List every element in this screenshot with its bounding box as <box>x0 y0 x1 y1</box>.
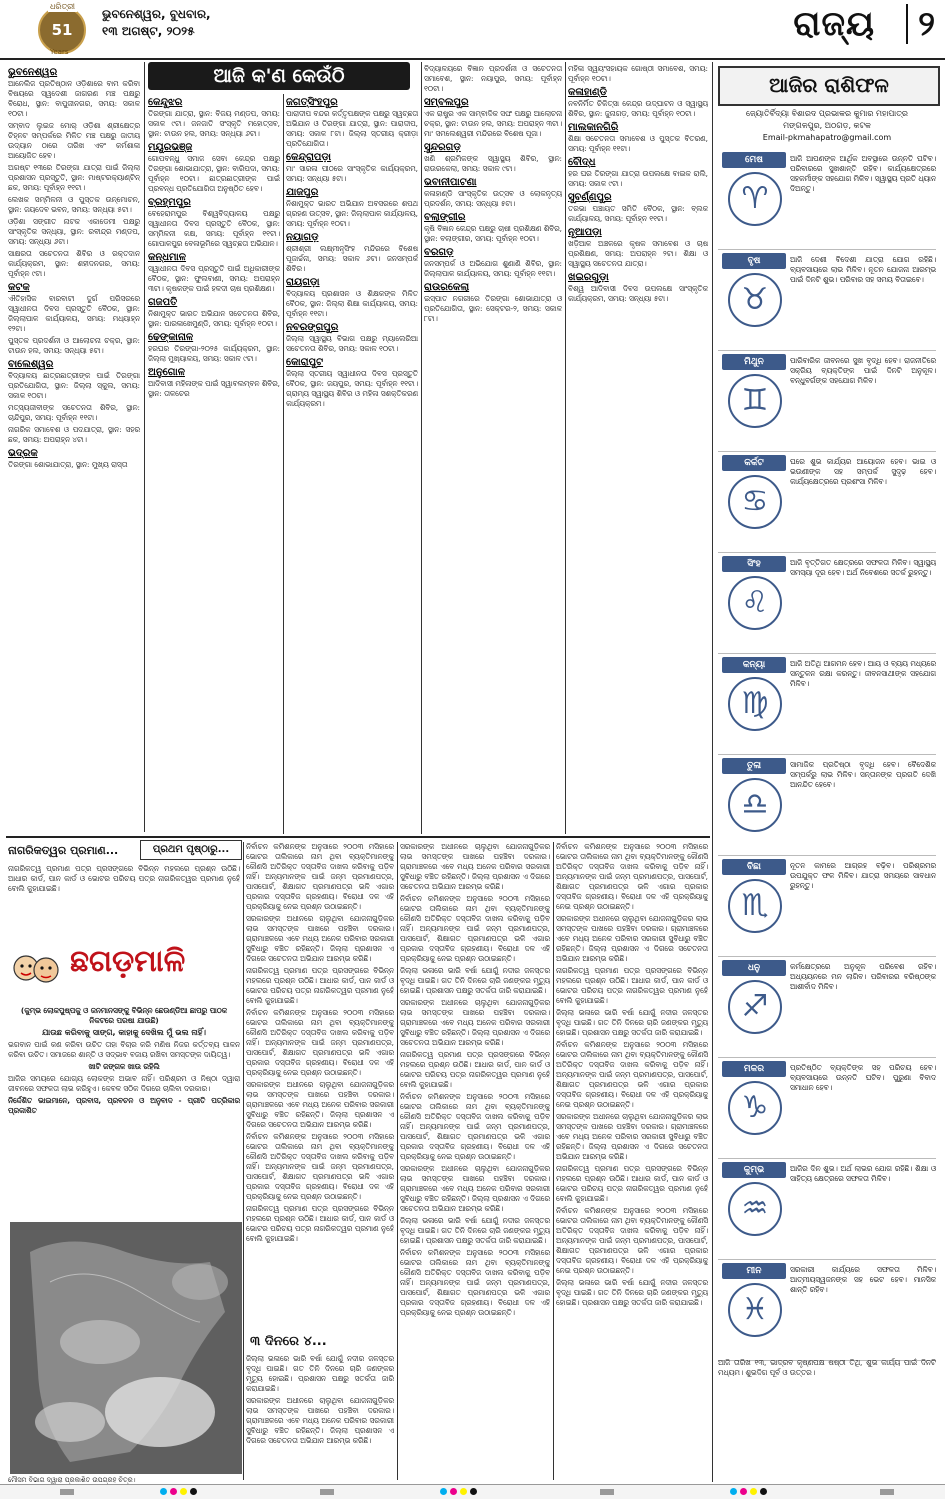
column-bhubaneswar <box>8 64 140 854</box>
article-text: ଜିଲ୍ଲା ଭଳାରେ ଭାରି ବର୍ଷା ଯୋଗୁଁ ନଦୀର ଜଳସ୍ତର ବୃଦ୍ଧି ପାଇଛି। ଗତ ତିନି ଦିନରେ ଚାରି ଜଣଙ୍କର ମୃତ୍ୟୁ ହୋଇଛି। ପ୍ରଶାସନ ପକ୍ଷରୁ ସତର୍କତା ଜାରି କରାଯାଇଛି। <box>246 1354 394 1393</box>
city-heading: ଯାଜପୁର <box>286 187 319 198</box>
column-four <box>424 64 562 814</box>
event-item: ନବନିର୍ମିତ ଚିକିତ୍ସା କେନ୍ଦ୍ର ଉଦ୍‌ଘାଟନ ଓ ସ୍ୱାସ୍ଥ୍ୟ ଶିବିର, ସ୍ଥାନ: ଜୁନାଗଡ଼, ସମୟ: ପୂର୍ବାହ୍ନ ୧୦ଟା। <box>568 99 708 118</box>
event-item: ମା' ସାରଳା ପୀଠରେ ସାଂସ୍କୃତିକ କାର୍ଯ୍ୟକ୍ରମ, ସମୟ: ସନ୍ଧ୍ୟା ୫ଟା। <box>286 164 418 183</box>
cyan-dot-icon <box>160 1488 167 1495</box>
rashi-item <box>718 758 936 853</box>
event-item: ଇସ୍ପାତ ନଗରୀରେ ତିରଙ୍ଗା ଶୋଭାଯାତ୍ରା ଓ ପ୍ରତିଯୋଗିତା, ସ୍ଥାନ: ସେକ୍ଟର-୨, ସମୟ: ସକାଳ ୮ଟା। <box>424 294 562 323</box>
rashi-prediction: ଆଜି ଆପଣଙ୍କ ଆର୍ଥିକ ଅବସ୍ଥାରେ ଉନ୍ନତି ଘଟିବ। ପରିବାରରେ ସୁଖଶାନ୍ତି ରହିବ। କାର୍ଯ୍ୟକ୍ଷେତ୍ରରେ ସହକର୍ମୀଙ୍କ ସହଯୋଗ ମିଳିବ। ସ୍ୱାସ୍ଥ୍ୟ ପ୍ରତି ଧ୍ୟାନ ଦିଅନ୍ତୁ। <box>790 154 936 193</box>
rashi-item <box>718 354 936 449</box>
city-heading: ନୂଆପଡ଼ା <box>568 227 602 238</box>
event-item: ହର ଘର ତିରଙ୍ଗା ଯାତ୍ରା ଉପଲକ୍ଷେ ବାଇକ ରାଲି, ସମୟ: ସକାଳ ୯ଟା। <box>568 169 708 188</box>
rashi-name: ମୀନ <box>722 1263 786 1279</box>
event-item: ମହିଳା ସ୍ୱୟଂସହାୟକ ଗୋଷ୍ଠୀ ସମାବେଶ, ସମୟ: ପୂର୍ବାହ୍ନ ୧୦ଟା। <box>568 64 708 83</box>
zodiac-sign-icon: ♊ <box>728 374 782 428</box>
black-dot-icon <box>760 1488 767 1495</box>
issue-date: ୧୩ ଅଗଷ୍ଟ, ୨୦୨୫ <box>102 24 195 38</box>
article-column-c <box>556 842 708 1478</box>
panchanga <box>718 1358 936 1476</box>
article-column-b <box>400 842 550 1478</box>
chhaga-credit: ନିର୍ଦ୍ଦେଶିତ ଭାଇମାନେ, ପ୍ରବାସ, ପ୍ରବଚନ ଓ ଅନୁବାଦ - ପ୍ରୀତି ପତ୍ରିକାର ପ୍ରକାଶିତ <box>8 1096 240 1115</box>
zodiac-sign-icon: ♋ <box>728 475 782 529</box>
rashi-prediction: ଆଜି ବୃତ୍ତିଗତ କ୍ଷେତ୍ରରେ ସଫଳତା ମିଳିବ। ସ୍ୱାସ୍ଥ୍ୟ ସମସ୍ୟା ଦୂର ହେବ। ଅର୍ଥ ନିବେଶରେ ସତର୍କ ରୁହନ୍ତୁ। <box>790 558 936 577</box>
article-text: ନିର୍ବାଚନ କମିଶନଙ୍କ ଅନୁସାରେ ୨୦୦୩ ମସିହାରେ ଭୋଟର ତାଲିକାରେ ନାମ ଥିବା ବ୍ୟକ୍ତିମାନଙ୍କୁ କୌଣସି ଅତିରିକ୍ତ ଦସ୍ତାବିଜ ଦାଖଲ କରିବାକୁ ପଡ଼ିବ ନାହିଁ। ଅନ୍ୟମାନଙ୍କ ପାଇଁ ଜନ୍ମ ପ୍ରମାଣପତ୍ର, ପାସପୋର୍ଟ, ଶିକ୍ଷାଗତ ପ୍ରମାଣପତ୍ର ଭଳି ଏଗାର ପ୍ରକାର ଦସ୍ତାବିଜ ଗ୍ରହଣୀୟ। ବିରୋଧୀ ଦଳ ଏହି ପ୍ରକ୍ରିୟାକୁ ନେଇ ପ୍ରଶ୍ନ ଉଠାଇଛନ୍ତି। <box>400 1248 550 1317</box>
city-heading: ମାଲକାନଗିରି <box>568 122 619 133</box>
rashi-prediction: ସରକାରୀ କାର୍ଯ୍ୟରେ ସଫଳତା ମିଳିବ। ଆତ୍ମୀୟସ୍ୱଜନଙ୍କ ସହ ଭେଟ ହେବ। ମାନସିକ ଶାନ୍ତି ରହିବ। <box>790 1265 936 1294</box>
rashifala-title: ଆଜିର ରାଶିଫଳ <box>718 66 940 106</box>
event-item: ବିଦ୍ୟାଳୟରେ ବିଜ୍ଞାନ ପ୍ରଦର୍ଶନୀ ଓ ସଚେତନତା ସମାବେଶ, ସ୍ଥାନ: ନୟାପୁର, ସମୟ: ପୂର୍ବାହ୍ନ ୧୦ଟା। <box>424 64 562 93</box>
chhaga-text-2: ଆଜିର ସମୟରେ ଯୋଗ୍ୟ ଲୋକଙ୍କ ଅଭାବ ନାହିଁ। ପରିଶ୍ରମ ଓ ନିଷ୍ଠା ଦ୍ୱାରା ଜୀବନରେ ସଫଳତା ଲାଭ କରିହୁଏ। କେବଳ ସଠିକ ଦିଗରେ ଚାଲିବା ଦରକାର। <box>8 1074 240 1093</box>
badge-title: ଧରିତ୍ରୀ <box>50 2 75 11</box>
rashi-prediction: ନୂତନ କାମରେ ଆଗ୍ରହ ବଢ଼ିବ। ପରିଶ୍ରମର ଉପଯୁକ୍ତ ଫଳ ମିଳିବ। ଯାତ୍ରା ସମୟରେ ସାବଧାନ ରୁହନ୍ତୁ। <box>790 861 936 890</box>
column-two <box>148 94 280 834</box>
city-heading: ଜଗତ୍‌ସିଂହପୁର <box>286 97 338 108</box>
article-text: ନାଗରିକତ୍ୱ ପ୍ରମାଣ ପତ୍ର ପ୍ରସଙ୍ଗରେ ବିଭିନ୍ନ ମହଲରେ ପ୍ରଶ୍ନ ଉଠିଛି। ଆଧାର କାର୍ଡ, ପାନ କାର୍ଡ ଓ ଭୋଟର ପରିଚୟ ପତ୍ର ନାଗରିକତ୍ୱର ପ୍ରମାଣ ନୁହେଁ ବୋଲି କୁହାଯାଇଛି। <box>246 1204 394 1243</box>
rashi-divider <box>718 1158 936 1159</box>
city-heading: ଗଜପତି <box>148 297 178 308</box>
city-heading: ନୟାଗଡ଼ <box>286 232 319 243</box>
cartoon-faces-icon <box>10 946 62 994</box>
section-title: ରାଜ୍ୟ <box>793 4 875 44</box>
badge-sub: Years <box>50 48 69 56</box>
anniversary-badge <box>30 4 92 54</box>
badge-number: 51 <box>51 21 73 39</box>
astrologer-name: ଜ୍ୟୋତିର୍ବିଦ୍ୟା ବିଶାରଦ ପ୍ରଭାକର କୁମାର ମହାପାତ୍ର <box>746 109 908 118</box>
yellow-dot-icon <box>460 1488 467 1495</box>
article-text: ନାଗରିକତ୍ୱ ପ୍ରମାଣ ପତ୍ର ପ୍ରସଙ୍ଗରେ ବିଭିନ୍ନ ମହଲରେ ପ୍ରଶ୍ନ ଉଠିଛି। ଆଧାର କାର୍ଡ, ପାନ କାର୍ଡ ଓ ଭୋଟର ପରିଚୟ ପତ୍ର ନାଗରିକତ୍ୱର ପ୍ରମାଣ ନୁହେଁ ବୋଲି କୁହାଯାଇଛି। <box>246 966 394 1005</box>
astrologer-address: ମଙ୍ଗଳପୁର, ଅଠଗଡ଼, କଟକ <box>783 121 871 130</box>
event-item: ଆନେଲିଜ ପ୍ରତିଷ୍ଠାନ ଓଡ଼ିଶାରେ ବାମ କରିବା ବିଷୟରେ ସ୍ୱଦେଶୀ ଜାଗରଣ ମଞ୍ଚ ପକ୍ଷରୁ ବିରୋଧ, ସ୍ଥାନ: ବାପୁଜୀନଗର, ସମୟ: ସକାଳ ୧୦ଟା। <box>8 79 140 118</box>
city-heading: କୋରାପୁଟ <box>286 357 324 368</box>
rashi-divider <box>718 653 936 654</box>
city-heading: ଭଦ୍ରକ <box>8 448 38 459</box>
event-item: ସ୍ୱାଧୀନତା ଦିବସ ପ୍ରସ୍ତୁତି ପାଇଁ ଅଧିକାରୀଙ୍କ ବୈଠକ, ସ୍ଥାନ: ଫୁଲବାଣୀ, ସମୟ: ଅପରାହ୍ନ ୩ଟା। କୃଷକଙ୍କ ପାଇଁ ହଳଦୀ ଚାଷ ପ୍ରଶିକ୍ଷଣ। <box>148 264 280 293</box>
rashi-divider <box>718 451 936 452</box>
article-text: ସରକାରଙ୍କ ଅଧୀନରେ ଚାଲୁଥିବା ଯୋଜନାଗୁଡ଼ିକର ଲାଭ ସମସ୍ତଙ୍କ ପାଖରେ ପହଞ୍ଚିବା ଦରକାର। ଗ୍ରାମାଞ୍ଚଳରେ ଏବେ ମଧ୍ୟ ଅନେକ ପରିବାର ସରକାରୀ ସୁବିଧାରୁ ବଞ୍ଚିତ ରହିଛନ୍ତି। ଜିଲ୍ଲା ପ୍ରଶାସନ ଏ ଦିଗରେ ସଚେତନତା ଅଭିଯାନ ଆରମ୍ଭ କରିଛି। <box>246 914 394 963</box>
rashi-item <box>718 1162 936 1257</box>
three-days-heading: ୩ ଦିନରେ ୪... <box>250 1334 327 1349</box>
rashi-item <box>718 556 936 651</box>
city-heading: କେନ୍ଦୁଝର <box>148 97 183 108</box>
rashi-item <box>718 455 936 550</box>
rashi-prediction: ଆଜି ଦେଶୀ ବିଦେଶୀ ଯାତ୍ରା ଯୋଗ ରହିଛି। ବ୍ୟବସାୟରେ ଲାଭ ମିଳିବ। ନୂତନ ଯୋଜନା ଆରମ୍ଭ ପାଇଁ ଦିନଟି ଶୁଭ। ପରିବାର ସହ ସମୟ ବିତାଇବେ। <box>790 255 936 284</box>
rashi-divider <box>718 956 936 957</box>
column-divider <box>421 62 422 834</box>
article-text: ସରକାରଙ୍କ ଅଧୀନରେ ଚାଲୁଥିବା ଯୋଜନାଗୁଡ଼ିକର ଲାଭ ସମସ୍ତଙ୍କ ପାଖରେ ପହଞ୍ଚିବା ଦରକାର। ଗ୍ରାମାଞ୍ଚଳରେ ଏବେ ମଧ୍ୟ ଅନେକ ପରିବାର ସରକାରୀ ସୁବିଧାରୁ ବଞ୍ଚିତ ରହିଛନ୍ତି। ଜିଲ୍ଲା ପ୍ରଶାସନ ଏ ଦିଗରେ ସଚେତନତା ଅଭିଯାନ ଆରମ୍ଭ କରିଛି। <box>556 1112 708 1161</box>
event-item: ଜନସମ୍ପର୍କ ଓ ଅଭିଯୋଗ ଶୁଣାଣି ଶିବିର, ସ୍ଥାନ: ଜିଲ୍ଲାପାଳ କାର୍ଯ୍ୟାଳୟ, ସମୟ: ପୂର୍ବାହ୍ନ ୧୧ଟା। <box>424 259 562 278</box>
front-page-continued <box>246 842 394 1330</box>
event-item: ନିଶାମୁକ୍ତ ଭାରତ ଅଭିଯାନ ସଚେତନତା ଶିବିର, ସ୍ଥାନ: ପାରଳାଖେମୁଣ୍ଡି, ସମୟ: ପୂର୍ବାହ୍ନ ୧୦ଟା। <box>148 309 280 328</box>
astrologer-email: Email-pkmahapatro@gmail.com <box>762 133 892 142</box>
city-heading: ଭୁବନେଶ୍ୱର <box>8 67 58 78</box>
rashi-divider <box>718 350 936 351</box>
cyan-dot-icon <box>440 1488 447 1495</box>
today-events-title: ଆଜି କ'ଣ କେଉଁଠି <box>148 62 410 90</box>
registration-bar <box>60 1489 74 1495</box>
city-heading: ଖଇରଗୁଡ଼ା <box>568 272 609 283</box>
zodiac-sign-icon: ♍ <box>728 677 782 731</box>
city-heading: ସମ୍ବଲପୁର <box>424 97 469 108</box>
event-item: କଳାହାଣ୍ଡି ସାଂସ୍କୃତିକ ଉତ୍ସବ ଓ ଲୋକନୃତ୍ୟ ପ୍ରଦର୍ଶନ, ସମୟ: ସନ୍ଧ୍ୟା ୫ଟା। <box>424 189 562 208</box>
article-text: ସରକାରଙ୍କ ଅଧୀନରେ ଚାଲୁଥିବା ଯୋଜନାଗୁଡ଼ିକର ଲାଭ ସମସ୍ତଙ୍କ ପାଖରେ ପହଞ୍ଚିବା ଦରକାର। ଗ୍ରାମାଞ୍ଚଳରେ ଏବେ ମଧ୍ୟ ଅନେକ ପରିବାର ସରକାରୀ ସୁବିଧାରୁ ବଞ୍ଚିତ ରହିଛନ୍ତି। ଜିଲ୍ଲା ପ୍ରଶାସନ ଏ ଦିଗରେ ସଚେତନତା ଅଭିଯାନ ଆରମ୍ଭ କରିଛି। <box>246 1080 394 1129</box>
column-divider <box>283 94 284 834</box>
zodiac-sign-icon: ♎ <box>728 778 782 832</box>
column-divider <box>712 62 713 1482</box>
rashi-item <box>718 960 936 1055</box>
dateline <box>102 6 211 40</box>
event-item: ଖଣି ଶ୍ରମିକଙ୍କ ସ୍ୱାସ୍ଥ୍ୟ ଶିବିର, ସ୍ଥାନ: ରାଉରକେଲା, ସମୟ: ସକାଳ ୯ଟା। <box>424 154 562 173</box>
column-divider <box>565 62 566 834</box>
registration-bar <box>320 1489 334 1495</box>
rashi-name: କନ୍ୟା <box>722 657 786 673</box>
nagarik-article <box>8 864 240 934</box>
article-text: ସରକାରଙ୍କ ଅଧୀନରେ ଚାଲୁଥିବା ଯୋଜନାଗୁଡ଼ିକର ଲାଭ ସମସ୍ତଙ୍କ ପାଖରେ ପହଞ୍ଚିବା ଦରକାର। ଗ୍ରାମାଞ୍ଚଳରେ ଏବେ ମଧ୍ୟ ଅନେକ ପରିବାର ସରକାରୀ ସୁବିଧାରୁ ବଞ୍ଚିତ ରହିଛନ୍ତି। ଜିଲ୍ଲା ପ୍ରଶାସନ ଏ ଦିଗରେ ସଚେତନତା ଅଭିଯାନ ଆରମ୍ଭ କରିଛି। <box>400 998 550 1047</box>
rashi-item <box>718 657 936 752</box>
zodiac-sign-icon: ♒ <box>728 1182 782 1236</box>
article-text: ସରକାରଙ୍କ ଅଧୀନରେ ଚାଲୁଥିବା ଯୋଜନାଗୁଡ଼ିକର ଲାଭ ସମସ୍ତଙ୍କ ପାଖରେ ପହଞ୍ଚିବା ଦରକାର। ଗ୍ରାମାଞ୍ଚଳରେ ଏବେ ମଧ୍ୟ ଅନେକ ପରିବାର ସରକାରୀ ସୁବିଧାରୁ ବଞ୍ଚିତ ରହିଛନ୍ତି। ଜିଲ୍ଲା ପ୍ରଶାସନ ଏ ଦିଗରେ ସଚେତନତା ଅଭିଯାନ ଆରମ୍ଭ କରିଛି। <box>246 1396 394 1445</box>
city-heading: କନ୍ଧମାଳ <box>148 252 187 263</box>
city-heading: ରାଉରକେଲା <box>424 282 470 293</box>
satellite-weather-map <box>10 1222 242 1474</box>
event-item: ବିଶ୍ୱ ଆଦିବାସୀ ଦିବସ ଉପଲକ୍ଷେ ସାଂସ୍କୃତିକ କାର୍ଯ୍ୟକ୍ରମ, ସମୟ: ସନ୍ଧ୍ୟା ୫ଟା। <box>568 284 708 303</box>
registration-bar <box>880 1489 894 1495</box>
zodiac-sign-icon: ♉ <box>728 273 782 327</box>
rashi-name: ମିଥୁନ <box>722 354 786 370</box>
article-text: ନିର୍ବାଚନ କମିଶନଙ୍କ ଅନୁସାରେ ୨୦୦୩ ମସିହାରେ ଭୋଟର ତାଲିକାରେ ନାମ ଥିବା ବ୍ୟକ୍ତିମାନଙ୍କୁ କୌଣସି ଅତିରିକ୍ତ ଦସ୍ତାବିଜ ଦାଖଲ କରିବାକୁ ପଡ଼ିବ ନାହିଁ। ଅନ୍ୟମାନଙ୍କ ପାଇଁ ଜନ୍ମ ପ୍ରମାଣପତ୍ର, ପାସପୋର୍ଟ, ଶିକ୍ଷାଗତ ପ୍ରମାଣପତ୍ର ଭଳି ଏଗାର ପ୍ରକାର ଦସ୍ତାବିଜ ଗ୍ରହଣୀୟ। ବିରୋଧୀ ଦଳ ଏହି ପ୍ରକ୍ରିୟାକୁ ନେଇ ପ୍ରଶ୍ନ ଉଠାଇଛନ୍ତି। <box>400 894 550 963</box>
event-item: ନାଗରିକ ସମାବେଶ ଓ ପଦଯାତ୍ରା, ସ୍ଥାନ: ସହର ଛକ, ସମୟ: ଅପରାହ୍ନ ୪ଟା। <box>8 425 140 444</box>
event-item: ନିଶାମୁକ୍ତ ଭାରତ ଅଭିଯାନ ଅବସରରେ ଶପଥ ଗ୍ରହଣ ଉତ୍ସବ, ସ୍ଥାନ: ଜିଲ୍ଲାପାଳ କାର୍ଯ୍ୟାଳୟ, ସମୟ: ପୂର୍ବାହ୍ନ ୧୦ଟା। <box>286 199 418 228</box>
pratham-heading: ପ୍ରଥମ ପୃଷ୍ଠାରୁ... <box>140 840 242 860</box>
black-dot-icon <box>470 1488 477 1495</box>
section-rule <box>6 836 710 838</box>
rashi-item <box>718 1263 936 1358</box>
city-heading: ଅନୁଗୋଳ <box>148 367 185 378</box>
article-text: ସରକାରଙ୍କ ଅଧୀନରେ ଚାଲୁଥିବା ଯୋଜନାଗୁଡ଼ିକର ଲାଭ ସମସ୍ତଙ୍କ ପାଖରେ ପହଞ୍ଚିବା ଦରକାର। ଗ୍ରାମାଞ୍ଚଳରେ ଏବେ ମଧ୍ୟ ଅନେକ ପରିବାର ସରକାରୀ ସୁବିଧାରୁ ବଞ୍ଚିତ ରହିଛନ୍ତି। ଜିଲ୍ଲା ପ୍ରଶାସନ ଏ ଦିଗରେ ସଚେତନତା ଅଭିଯାନ ଆରମ୍ଭ କରିଛି। <box>400 842 550 891</box>
article-text: ନିର୍ବାଚନ କମିଶନଙ୍କ ଅନୁସାରେ ୨୦୦୩ ମସିହାରେ ଭୋଟର ତାଲିକାରେ ନାମ ଥିବା ବ୍ୟକ୍ତିମାନଙ୍କୁ କୌଣସି ଅତିରିକ୍ତ ଦସ୍ତାବିଜ ଦାଖଲ କରିବାକୁ ପଡ଼ିବ ନାହିଁ। ଅନ୍ୟମାନଙ୍କ ପାଇଁ ଜନ୍ମ ପ୍ରମାଣପତ୍ର, ପାସପୋର୍ଟ, ଶିକ୍ଷାଗତ ପ୍ରମାଣପତ୍ର ଭଳି ଏଗାର ପ୍ରକାର ଦସ୍ତାବିଜ ଗ୍ରହଣୀୟ। ବିରୋଧୀ ଦଳ ଏହି ପ୍ରକ୍ରିୟାକୁ ନେଇ ପ୍ରଶ୍ନ ଉଠାଇଛନ୍ତି। <box>556 1206 708 1275</box>
event-item: ଅଗଷ୍ଟ ୧୩ରେ ତିରଙ୍ଗା ଯାତ୍ରା ପାଇଁ ଜିଲ୍ଲା ପ୍ରଶାସନ ପ୍ରସ୍ତୁତି, ସ୍ଥାନ: ମାଷ୍ଟରକ୍ୟାଣ୍ଟିନ୍ ଛକ, ସମୟ: ପୂର୍ବାହ୍ନ ୧୧ଟା। <box>8 163 140 192</box>
magenta-dot-icon <box>740 1488 747 1495</box>
chhagadamali-column <box>8 1006 240 1218</box>
event-item: କୃଷି ବିଜ୍ଞାନ କେନ୍ଦ୍ର ପକ୍ଷରୁ ଚାଷୀ ପ୍ରଶିକ୍ଷଣ ଶିବିର, ସ୍ଥାନ: ବଲାଙ୍ଗୀର, ସମୟ: ପୂର୍ବାହ୍ନ ୧୦ଟା। <box>424 224 562 243</box>
badge-logo-icon <box>38 6 86 54</box>
rashi-prediction: ଆଜି ଅତିଥି ଆଗମନ ହେବ। ଆୟ ଓ ବ୍ୟୟ ମଧ୍ୟରେ ସନ୍ତୁଳନ ରକ୍ଷା କରନ୍ତୁ। ଜୀବନସାଥୀଙ୍କ ସହଯୋଗ ମିଳିବ। <box>790 659 936 688</box>
city-heading: ବରଗଡ଼ <box>424 247 454 258</box>
article-text: ସରକାରଙ୍କ ଅଧୀନରେ ଚାଲୁଥିବା ଯୋଜନାଗୁଡ଼ିକର ଲାଭ ସମସ୍ତଙ୍କ ପାଖରେ ପହଞ୍ଚିବା ଦରକାର। ଗ୍ରାମାଞ୍ଚଳରେ ଏବେ ମଧ୍ୟ ଅନେକ ପରିବାର ସରକାରୀ ସୁବିଧାରୁ ବଞ୍ଚିତ ରହିଛନ୍ତି। ଜିଲ୍ଲା ପ୍ରଶାସନ ଏ ଦିଗରେ ସଚେତନତା ଅଭିଯାନ ଆରମ୍ଭ କରିଛି। <box>556 914 708 963</box>
event-item: ଖଡ଼ିଆଳ ଅଞ୍ଚଳରେ କୃଷକ ସମାବେଶ ଓ ଚାଷ ପ୍ରଶିକ୍ଷଣ, ସମୟ: ଅପରାହ୍ନ ୨ଟା। ଶିକ୍ଷା ଓ ସ୍ୱାସ୍ଥ୍ୟ ସଚେତନତା ଯାତ୍ରା। <box>568 239 708 268</box>
city-heading: ବ୍ରହ୍ମପୁର <box>148 197 191 208</box>
rashi-prediction: ପାରିବାରିକ ଜୀବନରେ ସୁଖ ବୃଦ୍ଧି ହେବ। ରାଜନୀତିରେ ସକ୍ରିୟ ବ୍ୟକ୍ତିଙ୍କ ପାଇଁ ଦିନଟି ଅନୁକୂଳ। ବନ୍ଧୁବର୍ଗଙ୍କ ସହଯୋଗ ମିଳିବ। <box>790 356 936 385</box>
article-text: ନିର୍ବାଚନ କମିଶନଙ୍କ ଅନୁସାରେ ୨୦୦୩ ମସିହାରେ ଭୋଟର ତାଲିକାରେ ନାମ ଥିବା ବ୍ୟକ୍ତିମାନଙ୍କୁ କୌଣସି ଅତିରିକ୍ତ ଦସ୍ତାବିଜ ଦାଖଲ କରିବାକୁ ପଡ଼ିବ ନାହିଁ। ଅନ୍ୟମାନଙ୍କ ପାଇଁ ଜନ୍ମ ପ୍ରମାଣପତ୍ର, ପାସପୋର୍ଟ, ଶିକ୍ଷାଗତ ପ୍ରମାଣପତ୍ର ଭଳି ଏଗାର ପ୍ରକାର ଦସ୍ତାବିଜ ଗ୍ରହଣୀୟ। ବିରୋଧୀ ଦଳ ଏହି ପ୍ରକ୍ରିୟାକୁ ନେଇ ପ୍ରଶ୍ନ ଉଠାଇଛନ୍ତି। <box>400 1092 550 1161</box>
rashi-prediction: ପ୍ରତିଷ୍ଠିତ ବ୍ୟକ୍ତିଙ୍କ ସହ ପରିଚୟ ହେବ। ବ୍ୟବସାୟରେ ଉନ୍ନତି ଘଟିବ। ପୁରୁଣା ବିବାଦ ସମାଧାନ ହେବ। <box>790 1063 936 1092</box>
map-caption: ମୌସମ ବିଭାଗ ଦ୍ୱାରା ପ୍ରକାଶିତ ଉପଗ୍ରହ ଚିତ୍ର। <box>8 1476 136 1484</box>
city-heading: ଭବାନୀପାଟଣା <box>424 177 477 188</box>
rashi-name: ଧନୁ <box>722 960 786 976</box>
page-number: ୨ <box>906 4 935 44</box>
zodiac-sign-icon: ♏ <box>728 879 782 933</box>
rashi-divider <box>718 249 936 250</box>
column-divider <box>144 62 145 832</box>
city-heading: କେନ୍ଦ୍ରାପଡ଼ା <box>286 152 332 163</box>
article-text: ନିର୍ବାଚନ କମିଶନଙ୍କ ଅନୁସାରେ ୨୦୦୩ ମସିହାରେ ଭୋଟର ତାଲିକାରେ ନାମ ଥିବା ବ୍ୟକ୍ତିମାନଙ୍କୁ କୌଣସି ଅତିରିକ୍ତ ଦସ୍ତାବିଜ ଦାଖଲ କରିବାକୁ ପଡ଼ିବ ନାହିଁ। ଅନ୍ୟମାନଙ୍କ ପାଇଁ ଜନ୍ମ ପ୍ରମାଣପତ୍ର, ପାସପୋର୍ଟ, ଶିକ୍ଷାଗତ ପ୍ରମାଣପତ୍ର ଭଳି ଏଗାର ପ୍ରକାର ଦସ୍ତାବିଜ ଗ୍ରହଣୀୟ। ବିରୋଧୀ ଦଳ ଏହି ପ୍ରକ୍ରିୟାକୁ ନେଇ ପ୍ରଶ୍ନ ଉଠାଇଛନ୍ତି। <box>246 1132 394 1201</box>
chhaga-subhead: ଖାଟି ଜଙ୍ଗଳ ଖାଉ ରହିଲି <box>88 1062 160 1071</box>
rashi-name: ସିଂହ <box>722 556 786 572</box>
chhaga-text: ଭଗବାନ ପାଇଁ କଣ କରିବା ଉଚିତ ତାହା ବିଚାର କରି ମଣିଷ ନିଜର କର୍ତ୍ତବ୍ୟ ପାଳନ କରିବା ଉଚିତ। ସମାଜରେ ଶାନ୍ତି ଓ ସଦ୍‌ଭାବ ବଜାୟ ରଖିବା ସମସ୍ତଙ୍କ ଦାୟିତ୍ୱ। <box>8 1040 240 1059</box>
event-item: ଗୋପବନ୍ଧୁ ସମାଜ ସେବା କେନ୍ଦ୍ର ପକ୍ଷରୁ ତିରଙ୍ଗା ଶୋଭାଯାତ୍ରା, ସ୍ଥାନ: ବାରିପଦା, ସମୟ: ପୂର୍ବାହ୍ନ ୧୦ଟା। ଛାତ୍ରଛାତ୍ରୀଙ୍କ ପାଇଁ ପ୍ରବନ୍ଧ ପ୍ରତିଯୋଗିତା ଅନୁଷ୍ଠିତ ହେବ। <box>148 154 280 193</box>
masthead <box>0 0 945 60</box>
column-divider <box>553 842 554 1480</box>
event-item: ପାରାଦୀପ ବନ୍ଦର କର୍ତ୍ତୃପକ୍ଷଙ୍କ ପକ୍ଷରୁ ସ୍ୱଚ୍ଛତା ଅଭିଯାନ ଓ ତିରଙ୍ଗା ଯାତ୍ରା, ସ୍ଥାନ: ପାରାଦୀପ, ସମୟ: ସକାଳ ୮ଟା। ଜିଲ୍ଲା ସ୍ତରୀୟ କ୍ରୀଡ଼ା ପ୍ରତିଯୋଗିତା। <box>286 109 418 148</box>
rashi-name: ମେଷ <box>722 152 786 168</box>
event-item: ମତ୍ସ୍ୟଜୀବୀଙ୍କ ସଚେତନତା ଶିବିର, ସ୍ଥାନ: ଚାନ୍ଦିପୁର, ସମୟ: ପୂର୍ବାହ୍ନ ୧୧ଟା। <box>8 403 140 422</box>
rashi-item <box>718 152 936 247</box>
zodiac-sign-icon: ♌ <box>728 576 782 630</box>
chhaga-subtitle: (କୁମ୍ଭ ଲୋକପୁଷ୍ପକୁ ଓ ଜନମାନସଙ୍କୁ ବିଭିନ୍ନ ଛେଉଣ୍ଡିଆ ଛାପରୁ ପାଠକ ନିକଟରେ ପରଷା ଯାଉଛି) <box>20 1006 228 1025</box>
registration-bar <box>600 1489 614 1495</box>
chhaga-question: ଯାଉଛ କରିବାକୁ ସାଙ୍ଗ, କାହାକୁ ଦେଖିଲ ମୁଁ ଭଲ ନାହିଁ। <box>41 1028 207 1037</box>
event-item: ବେହେରାମପୁର ବିଶ୍ୱବିଦ୍ୟାଳୟ ପକ୍ଷରୁ ସ୍ୱାଧୀନତା ଦିବସ ପ୍ରସ୍ତୁତି ବୈଠକ, ସ୍ଥାନ: ସମ୍ମିଳନୀ କକ୍ଷ, ସମୟ: ପୂର୍ବାହ୍ନ ୧୧ଟା। ଗୋପାଳପୁର ବେଳାଭୂମିରେ ସ୍ୱଚ୍ଛତା ଅଭିଯାନ। <box>148 209 280 248</box>
event-item: ସାକ୍ଷରତା ସଚେତନତା ଶିବିର ଓ ରକ୍ତଦାନ କାର୍ଯ୍ୟକ୍ରମ, ସ୍ଥାନ: ଶହୀଦନଗର, ସମୟ: ପୂର୍ବାହ୍ନ ୯ଟା। <box>8 249 140 278</box>
article-text: ନିର୍ବାଚନ କମିଶନଙ୍କ ଅନୁସାରେ ୨୦୦୩ ମସିହାରେ ଭୋଟର ତାଲିକାରେ ନାମ ଥିବା ବ୍ୟକ୍ତିମାନଙ୍କୁ କୌଣସି ଅତିରିକ୍ତ ଦସ୍ତାବିଜ ଦାଖଲ କରିବାକୁ ପଡ଼ିବ ନାହିଁ। ଅନ୍ୟମାନଙ୍କ ପାଇଁ ଜନ୍ମ ପ୍ରମାଣପତ୍ର, ପାସପୋର୍ଟ, ଶିକ୍ଷାଗତ ପ୍ରମାଣପତ୍ର ଭଳି ଏଗାର ପ୍ରକାର ଦସ୍ତାବିଜ ଗ୍ରହଣୀୟ। ବିରୋଧୀ ଦଳ ଏହି ପ୍ରକ୍ରିୟାକୁ ନେଇ ପ୍ରଶ୍ନ ଉଠାଇଛନ୍ତି। <box>246 842 394 911</box>
rashi-name: କୁମ୍ଭ <box>722 1162 786 1178</box>
rashi-name: କର୍କଟ <box>722 455 786 471</box>
rashi-name: ବୃଷ <box>722 253 786 269</box>
article-text: ନିର୍ବାଚନ କମିଶନଙ୍କ ଅନୁସାରେ ୨୦୦୩ ମସିହାରେ ଭୋଟର ତାଲିକାରେ ନାମ ଥିବା ବ୍ୟକ୍ତିମାନଙ୍କୁ କୌଣସି ଅତିରିକ୍ତ ଦସ୍ତାବିଜ ଦାଖଲ କରିବାକୁ ପଡ଼ିବ ନାହିଁ। ଅନ୍ୟମାନଙ୍କ ପାଇଁ ଜନ୍ମ ପ୍ରମାଣପତ୍ର, ପାସପୋର୍ଟ, ଶିକ୍ଷାଗତ ପ୍ରମାଣପତ୍ର ଭଳି ଏଗାର ପ୍ରକାର ଦସ୍ତାବିଜ ଗ୍ରହଣୀୟ। ବିରୋଧୀ ଦଳ ଏହି ପ୍ରକ୍ରିୟାକୁ ନେଇ ପ୍ରଶ୍ନ ଉଠାଇଛନ୍ତି। <box>246 1008 394 1077</box>
column-five <box>568 64 708 814</box>
city-heading: ରାୟଗଡ଼ା <box>286 277 320 288</box>
article-text: ନାଗରିକତ୍ୱ ପ୍ରମାଣ ପତ୍ର ପ୍ରସଙ୍ଗରେ ବିଭିନ୍ନ ମହଲରେ ପ୍ରଶ୍ନ ଉଠିଛି। ଆଧାର କାର୍ଡ, ପାନ କାର୍ଡ ଓ ଭୋଟର ପରିଚୟ ପତ୍ର ନାଗରିକତ୍ୱର ପ୍ରମାଣ ନୁହେଁ ବୋଲି କୁହାଯାଇଛି। <box>8 864 240 893</box>
print-footer <box>0 1484 945 1499</box>
city-heading: ବାଲେଶ୍ୱର <box>8 359 54 370</box>
event-item: ଜିଲ୍ଲା ସ୍ୱାସ୍ଥ୍ୟ ବିଭାଗ ପକ୍ଷରୁ ମ୍ୟାଲେରିଆ ସଚେତନତା ଶିବିର, ସମୟ: ସକାଳ ୧୦ଟା। <box>286 334 418 353</box>
rashi-prediction: ଆଜିର ଦିନ ଶୁଭ। ଅର୍ଥ ଲାଭର ଯୋଗ ରହିଛି। ଶିକ୍ଷା ଓ ସାହିତ୍ୟ କ୍ଷେତ୍ରରେ ସଫଳତା ମିଳିବ। <box>790 1164 936 1183</box>
yellow-dot-icon <box>750 1488 757 1495</box>
rashi-divider <box>718 552 936 553</box>
rashi-prediction: କର୍ମକ୍ଷେତ୍ରରେ ଅନୁକୂଳ ପରିବେଶ ରହିବ। ଅଧ୍ୟୟନରେ ମନ ଲାଗିବ। ପରିବାରର ବରିଷ୍ଠଙ୍କ ଆଶୀର୍ବାଦ ମିଳିବ। <box>790 962 936 991</box>
rashi-item <box>718 1061 936 1156</box>
rashi-divider <box>718 1057 936 1058</box>
article-text: ଜିଲ୍ଲା ଭଳାରେ ଭାରି ବର୍ଷା ଯୋଗୁଁ ନଦୀର ଜଳସ୍ତର ବୃଦ୍ଧି ପାଇଛି। ଗତ ତିନି ଦିନରେ ଚାରି ଜଣଙ୍କର ମୃତ୍ୟୁ ହୋଇଛି। ପ୍ରଶାସନ ପକ୍ଷରୁ ସତର୍କତା ଜାରି କରାଯାଇଛି। <box>556 1008 708 1037</box>
event-item: ଓଡ଼ିଶା ସଙ୍ଗୀତ ନାଟକ ଏକାଡେମୀ ପକ୍ଷରୁ ସାଂସ୍କୃତିକ ସନ୍ଧ୍ୟା, ସ୍ଥାନ: ରବୀନ୍ଦ୍ର ମଣ୍ଡପ, ସମୟ: ସନ୍ଧ୍ୟା ୬ଟା। <box>8 217 140 246</box>
column-divider <box>397 842 398 1480</box>
article-text: ସରକାରଙ୍କ ଅଧୀନରେ ଚାଲୁଥିବା ଯୋଜନାଗୁଡ଼ିକର ଲାଭ ସମସ୍ତଙ୍କ ପାଖରେ ପହଞ୍ଚିବା ଦରକାର। ଗ୍ରାମାଞ୍ଚଳରେ ଏବେ ମଧ୍ୟ ଅନେକ ପରିବାର ସରକାରୀ ସୁବିଧାରୁ ବଞ୍ଚିତ ରହିଛନ୍ତି। ଜିଲ୍ଲା ପ୍ରଶାସନ ଏ ଦିଗରେ ସଚେତନତା ଅଭିଯାନ ଆରମ୍ଭ କରିଛି। <box>400 1164 550 1213</box>
yellow-dot-icon <box>180 1488 187 1495</box>
rashi-item <box>718 253 936 348</box>
nagarik-heading: ନାଗରିକତ୍ୱର ପ୍ରମାଣ... <box>8 844 119 857</box>
event-item: ତରଭା ପଞ୍ଚାୟତ ସମିତି ବୈଠକ, ସ୍ଥାନ: ବ୍ଲକ କାର୍ଯ୍ୟାଳୟ, ସମୟ: ପୂର୍ବାହ୍ନ ୧୧ଟା। <box>568 204 708 223</box>
event-item: ତିରଙ୍ଗା ଯାତ୍ରା, ସ୍ଥାନ: ବିଜୟ ମଣ୍ଡପ, ସମୟ: ସକାଳ ୯ଟା। ଜନଜାତି ସଂସ୍କୃତି ମହୋତ୍ସବ, ସ୍ଥାନ: ଟାଉନ ହଲ, ସମୟ: ସନ୍ଧ୍ୟା ୬ଟା। <box>148 109 280 138</box>
column-divider <box>243 842 244 1480</box>
event-item: ଲେଖକ ସମ୍ମିଳନୀ ଓ ପୁସ୍ତକ ଉନ୍ମୋଚନ, ସ୍ଥାନ: ଜୟଦେବ ଭବନ, ସମୟ: ସନ୍ଧ୍ୟା ୫ଟା। <box>8 195 140 214</box>
rashi-prediction: ସାମାଜିକ ପ୍ରତିଷ୍ଠା ବୃଦ୍ଧି ହେବ। ବୈଦେଶିକ ସମ୍ପର୍କରୁ ଲାଭ ମିଳିବ। ସନ୍ତାନଙ୍କ ପ୍ରଗତି ଦେଖି ଆନନ୍ଦିତ ହେବେ। <box>790 760 936 789</box>
rashi-divider <box>718 1259 936 1260</box>
column-three <box>286 94 418 814</box>
city-heading: କଟକ <box>8 282 30 293</box>
rashi-name: ତୁଳା <box>722 758 786 774</box>
magenta-dot-icon <box>450 1488 457 1495</box>
magenta-dot-icon <box>170 1488 177 1495</box>
rashi-prediction: ଘରେ ଶୁଭ କାର୍ଯ୍ୟର ଆୟୋଜନ ହେବ। ଭାଇ ଓ ଭଉଣୀଙ୍କ ସହ ସମ୍ପର୍କ ସୁଦୃଢ଼ ହେବ। କାର୍ଯ୍ୟକ୍ଷେତ୍ରରେ ପ୍ରଶଂସା ମିଳିବ। <box>790 457 936 486</box>
article-text: ନାଗରିକତ୍ୱ ପ୍ରମାଣ ପତ୍ର ପ୍ରସଙ୍ଗରେ ବିଭିନ୍ନ ମହଲରେ ପ୍ରଶ୍ନ ଉଠିଛି। ଆଧାର କାର୍ଡ, ପାନ କାର୍ଡ ଓ ଭୋଟର ପରିଚୟ ପତ୍ର ନାଗରିକତ୍ୱର ପ୍ରମାଣ ନୁହେଁ ବୋଲି କୁହାଯାଇଛି। <box>556 1164 708 1203</box>
article-text: ଜିଲ୍ଲା ଭଳାରେ ଭାରି ବର୍ଷା ଯୋଗୁଁ ନଦୀର ଜଳସ୍ତର ବୃଦ୍ଧି ପାଇଛି। ଗତ ତିନି ଦିନରେ ଚାରି ଜଣଙ୍କର ମୃତ୍ୟୁ ହୋଇଛି। ପ୍ରଶାସନ ପକ୍ଷରୁ ସତର୍କତା ଜାରି କରାଯାଇଛି। <box>400 1216 550 1245</box>
zodiac-sign-icon: ♑ <box>728 1081 782 1135</box>
zodiac-sign-icon: ♐ <box>728 980 782 1034</box>
rashi-name: ବିଛା <box>722 859 786 875</box>
chhagadamali-banner <box>8 938 240 1004</box>
black-dot-icon <box>190 1488 197 1495</box>
event-item: ଆଦିବାସୀ ମହିଳାଙ୍କ ପାଇଁ ସ୍ୱାବଲମ୍ବନ ଶିବିର, ସ୍ଥାନ: ତାଳଚେର <box>148 379 280 398</box>
event-item: ଏକ ରାଷ୍ଟ୍ର ଏକ ସାମ୍ବାଦିକ ସଙ୍ଘ ପକ୍ଷରୁ ଆଲୋଚନା ଚକ୍ର, ସ୍ଥାନ: ଟାଉନ ହଲ, ସମୟ: ଅପରାହ୍ନ ୩ଟା। ମା' ସମଲେଶ୍ୱରୀ ମନ୍ଦିରରେ ବିଶେଷ ପୂଜା। <box>424 109 562 138</box>
city-heading: ମୟୂରଭଞ୍ଜ <box>148 142 193 153</box>
event-item: ଐତିହାସିକ ବାରବାଟୀ ଦୁର୍ଗ ପରିସରରେ ସ୍ୱାଧୀନତା ଦିବସ ପ୍ରସ୍ତୁତି ବୈଠକ, ସ୍ଥାନ: ଜିଲ୍ଲାପାଳ କାର୍ଯ୍ୟାଳୟ, ସମୟ: ମଧ୍ୟାହ୍ନ ୧୨ଟା। <box>8 294 140 333</box>
chhagadamali-title: ଛଗଡ଼ମାଳି <box>70 944 186 979</box>
city-heading: ଢେଙ୍କାନାଳ <box>148 332 194 343</box>
cyan-dot-icon <box>730 1488 737 1495</box>
event-item: ଜିଲ୍ଲା ସ୍ତରୀୟ ସ୍ୱାଧୀନତା ଦିବସ ପ୍ରସ୍ତୁତି ବୈଠକ, ସ୍ଥାନ: ଜୟପୁର, ସମୟ: ପୂର୍ବାହ୍ନ ୧୧ଟା। ଗ୍ରାମ୍ୟ ସ୍ୱାସ୍ଥ୍ୟ ଶିବିର ଓ ମହିଳା ସଶକ୍ତିକରଣ କାର୍ଯ୍ୟକ୍ରମ। <box>286 369 418 408</box>
event-item: ତିରଙ୍ଗା ଶୋଭାଯାତ୍ରା, ସ୍ଥାନ: ମୁଖ୍ୟ ରାସ୍ତା <box>8 460 128 469</box>
zodiac-sign-icon: ♓ <box>728 1283 782 1337</box>
event-item: ବିଦ୍ୟାଳୟ ପ୍ରଶାସନ ଓ ଶିକ୍ଷକଙ୍କ ମିଳିତ ବୈଠକ, ସ୍ଥାନ: ଜିଲ୍ଲା ଶିକ୍ଷା କାର୍ଯ୍ୟାଳୟ, ସମୟ: ପୂର୍ବାହ୍ନ ୧୧ଟା। <box>286 289 418 318</box>
article-text: ନାଗରିକତ୍ୱ ପ୍ରମାଣ ପତ୍ର ପ୍ରସଙ୍ଗରେ ବିଭିନ୍ନ ମହଲରେ ପ୍ରଶ୍ନ ଉଠିଛି। ଆଧାର କାର୍ଡ, ପାନ କାର୍ଡ ଓ ଭୋଟର ପରିଚୟ ପତ୍ର ନାଗରିକତ୍ୱର ପ୍ରମାଣ ନୁହେଁ ବୋଲି କୁହାଯାଇଛି। <box>400 1050 550 1089</box>
event-item: ଶିକ୍ଷା ସଚେତନତା ସମାବେଶ ଓ ପୁସ୍ତକ ବିତରଣ, ସମୟ: ପୂର୍ବାହ୍ନ ୧୧ଟା। <box>568 134 708 153</box>
rashi-divider <box>718 855 936 856</box>
rashi-divider <box>718 754 936 755</box>
rashifala-meta <box>718 108 936 144</box>
article-text: ନିର୍ବାଚନ କମିଶନଙ୍କ ଅନୁସାରେ ୨୦୦୩ ମସିହାରେ ଭୋଟର ତାଲିକାରେ ନାମ ଥିବା ବ୍ୟକ୍ତିମାନଙ୍କୁ କୌଣସି ଅତିରିକ୍ତ ଦସ୍ତାବିଜ ଦାଖଲ କରିବାକୁ ପଡ଼ିବ ନାହିଁ। ଅନ୍ୟମାନଙ୍କ ପାଇଁ ଜନ୍ମ ପ୍ରମାଣପତ୍ର, ପାସପୋର୍ଟ, ଶିକ୍ଷାଗତ ପ୍ରମାଣପତ୍ର ଭଳି ଏଗାର ପ୍ରକାର ଦସ୍ତାବିଜ ଗ୍ରହଣୀୟ। ବିରୋଧୀ ଦଳ ଏହି ପ୍ରକ୍ରିୟାକୁ ନେଇ ପ୍ରଶ୍ନ ଉଠାଇଛନ୍ତି। <box>556 1040 708 1109</box>
article-text: ଜିଲ୍ଲା ଭଳାରେ ଭାରି ବର୍ଷା ଯୋଗୁଁ ନଦୀର ଜଳସ୍ତର ବୃଦ୍ଧି ପାଇଛି। ଗତ ତିନି ଦିନରେ ଚାରି ଜଣଙ୍କର ମୃତ୍ୟୁ ହୋଇଛି। ପ୍ରଶାସନ ପକ୍ଷରୁ ସତର୍କତା ଜାରି କରାଯାଇଛି। <box>556 1278 708 1307</box>
event-item: ସମ୍ବାଦ ଲୁଇଜ ମୋର୍ ଓଡ଼ିଶା ଶ୍ରୀକ୍ଷେତ୍ର ଚିହ୍ନଟ ସମ୍ପର୍କରେ ମିଳିତ ମଞ୍ଚ ପକ୍ଷରୁ ଜାତୀୟ ଉଦ୍ୟାନ ଠାରେ ତାରିଖ ଏବଂ କର୍ମଶାଳା ଆୟୋଜିତ ହେବ। <box>8 121 140 160</box>
event-item: ବିଦ୍ୟାଳୟ ଛାତ୍ରଛାତ୍ରୀଙ୍କ ପାଇଁ ତିରଙ୍ଗା ପ୍ରତିଯୋଗିତା, ସ୍ଥାନ: ଜିଲ୍ଲା ସ୍କୁଲ, ସମୟ: ସକାଳ ୧୦ଟା। <box>8 371 140 400</box>
three-days-article <box>246 1354 394 1480</box>
city-heading: ବଲାଙ୍ଗୀର <box>424 212 466 223</box>
city-heading: ନବରଙ୍ଗପୁର <box>286 322 339 333</box>
city-heading: ସୁବର୍ଣ୍ଣପୁର <box>568 192 612 203</box>
event-item: ଶ୍ରୀଶ୍ରୀ ଲକ୍ଷ୍ମୀନୃସିଂହ ମନ୍ଦିରରେ ବିଶେଷ ପୂଜାର୍ଚ୍ଚନା, ସମୟ: ସକାଳ ୬ଟା। ଜନସମ୍ପର୍କ ଶିବିର। <box>286 244 418 273</box>
article-text: ନାଗରିକତ୍ୱ ପ୍ରମାଣ ପତ୍ର ପ୍ରସଙ୍ଗରେ ବିଭିନ୍ନ ମହଲରେ ପ୍ରଶ୍ନ ଉଠିଛି। ଆଧାର କାର୍ଡ, ପାନ କାର୍ଡ ଓ ଭୋଟର ପରିଚୟ ପତ୍ର ନାଗରିକତ୍ୱର ପ୍ରମାଣ ନୁହେଁ ବୋଲି କୁହାଯାଇଛି। <box>556 966 708 1005</box>
event-item: ପୁସ୍ତକ ପ୍ରଦର୍ଶନୀ ଓ ଆଲୋଚନା ଚକ୍ର, ସ୍ଥାନ: ଟାଉନ ହଲ, ସମୟ: ସନ୍ଧ୍ୟା ୫ଟା। <box>8 336 140 355</box>
rashi-name: ମକର <box>722 1061 786 1077</box>
city-heading: ସୁନ୍ଦରଗଡ଼ <box>424 142 461 153</box>
article-text: ନିର୍ବାଚନ କମିଶନଙ୍କ ଅନୁସାରେ ୨୦୦୩ ମସିହାରେ ଭୋଟର ତାଲିକାରେ ନାମ ଥିବା ବ୍ୟକ୍ତିମାନଙ୍କୁ କୌଣସି ଅତିରିକ୍ତ ଦସ୍ତାବିଜ ଦାଖଲ କରିବାକୁ ପଡ଼ିବ ନାହିଁ। ଅନ୍ୟମାନଙ୍କ ପାଇଁ ଜନ୍ମ ପ୍ରମାଣପତ୍ର, ପାସପୋର୍ଟ, ଶିକ୍ଷାଗତ ପ୍ରମାଣପତ୍ର ଭଳି ଏଗାର ପ୍ରକାର ଦସ୍ତାବିଜ ଗ୍ରହଣୀୟ। ବିରୋଧୀ ଦଳ ଏହି ପ୍ରକ୍ରିୟାକୁ ନେଇ ପ୍ରଶ୍ନ ଉଠାଇଛନ୍ତି। <box>556 842 708 911</box>
city-heading: କଳାହାଣ୍ଡି <box>568 87 607 98</box>
panchanga-text: ଆଜି ତାରିଖ ୧୩, ଭାଦ୍ରବ କୃଷ୍ଣପକ୍ଷ ଷଷ୍ଠୀ ତିଥି, ଶୁଭ କାର୍ଯ୍ୟ ପାଇଁ ଦିନଟି ମଧ୍ୟମ। ଶୁଭଦିଗ ପୂର୍ବ ଓ ଉତ୍ତର। <box>718 1358 936 1377</box>
rashi-item <box>718 859 936 954</box>
article-text: ଜିଲ୍ଲା ଭଳାରେ ଭାରି ବର୍ଷା ଯୋଗୁଁ ନଦୀର ଜଳସ୍ତର ବୃଦ୍ଧି ପାଇଛି। ଗତ ତିନି ଦିନରେ ଚାରି ଜଣଙ୍କର ମୃତ୍ୟୁ ହୋଇଛି। ପ୍ରଶାସନ ପକ୍ଷରୁ ସତର୍କତା ଜାରି କରାଯାଇଛି। <box>400 966 550 995</box>
city-heading: ବୌଦ୍ଧ <box>568 157 596 168</box>
city-day: ଭୁବନେଶ୍ୱର, ବୁଧବାର, <box>102 7 211 21</box>
event-item: ହରଘର ତିରଙ୍ଗା-୨୦୨୫ କାର୍ଯ୍ୟକ୍ରମ, ସ୍ଥାନ: ଜିଲ୍ଲା ମୁଖ୍ୟାଳୟ, ସମୟ: ସକାଳ ୯ଟା। <box>148 344 280 363</box>
zodiac-sign-icon: ♈ <box>728 172 782 226</box>
